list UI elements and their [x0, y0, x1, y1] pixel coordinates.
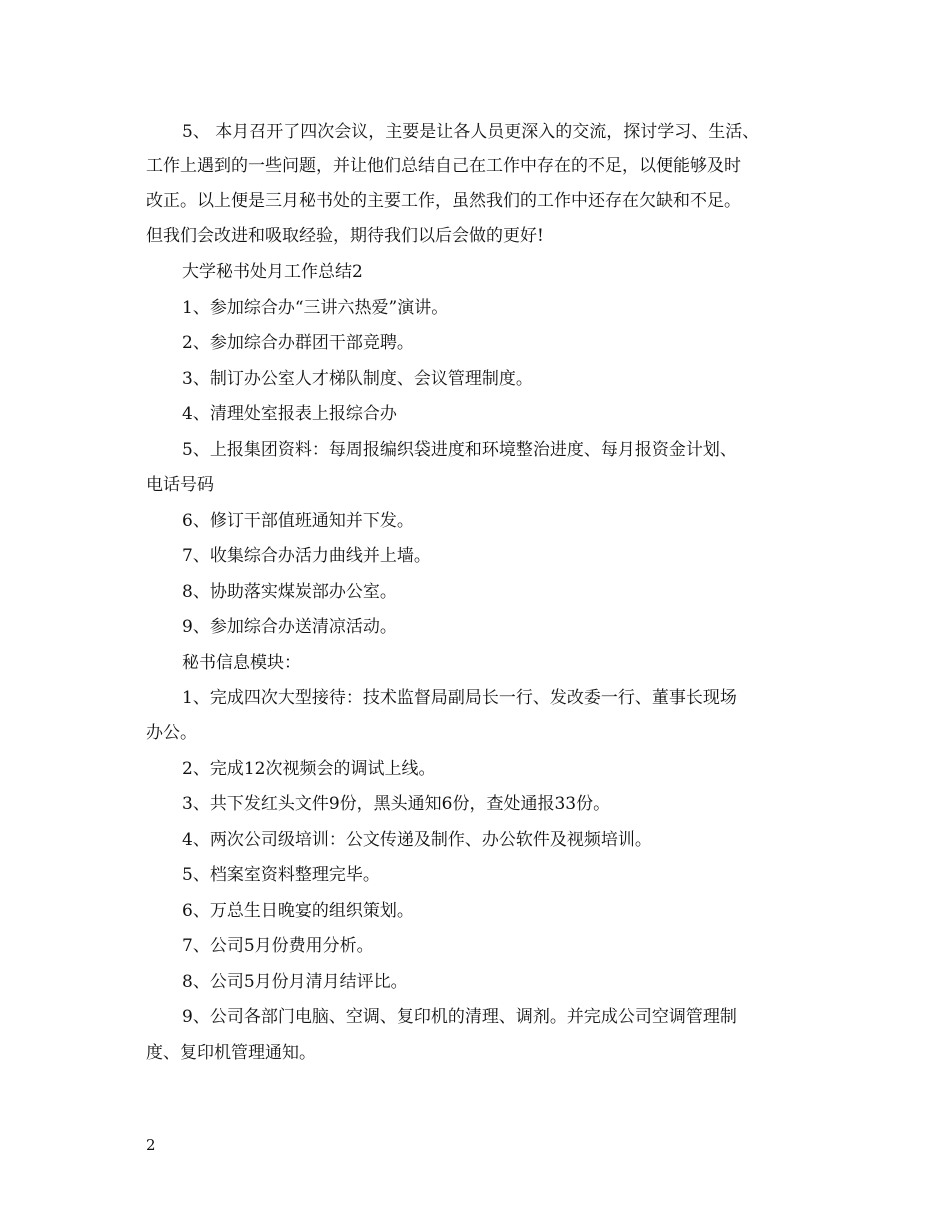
list-item: 6、万总生日晚宴的组织策划。	[182, 901, 414, 921]
list-item: 9、参加综合办送清凉活动。	[182, 617, 397, 637]
list-item: 2、参加综合办群团干部竞聘。	[182, 333, 414, 353]
list-item: 3、共下发红头文件9份，黑头通知6份，查处通报33份。	[182, 794, 611, 814]
page-number: 2	[146, 1136, 156, 1154]
list-item: 7、公司5月份费用分析。	[182, 936, 374, 956]
paragraph-line: 改正。以上便是三月秘书处的主要工作，虽然我们的工作中还存在欠缺和不足。	[146, 191, 741, 211]
paragraph-line: 但我们会改进和吸取经验，期待我们以后会做的更好!	[146, 226, 544, 246]
section-heading: 秘书信息模块：	[182, 653, 301, 673]
list-item-continuation: 度、复印机管理通知。	[146, 1043, 316, 1063]
paragraph-line: 工作上遇到的一些问题，并让他们总结自己在工作中存在的不足，以便能够及时	[146, 156, 741, 176]
list-item: 3、制订办公室人才梯队制度、会议管理制度。	[182, 369, 533, 389]
list-item: 2、完成12次视频会的调试上线。	[182, 759, 436, 779]
list-item: 1、完成四次大型接待：技术监督局副局长一行、发改委一行、董事长现场	[182, 688, 737, 708]
section-heading: 大学秘书处月工作总结2	[182, 262, 363, 282]
list-item: 5、档案室资料整理完毕。	[182, 865, 380, 885]
list-item-continuation: 办公。	[146, 723, 197, 743]
list-item: 6、修订干部值班通知并下发。	[182, 511, 414, 531]
list-item-continuation: 电话号码	[146, 475, 214, 495]
list-item: 9、公司各部门电脑、空调、复印机的清理、调剂。并完成公司空调管理制	[182, 1007, 737, 1027]
list-item: 8、公司5月份月清月结评比。	[182, 972, 408, 992]
list-item: 4、两次公司级培训：公文传递及制作、办公软件及视频培训。	[182, 830, 652, 850]
paragraph-line: 5、 本月召开了四次会议，主要是让各人员更深入的交流，探讨学习、生活、	[182, 122, 760, 142]
list-item: 5、上报集团资料：每周报编织袋进度和环境整治进度、每月报资金计划、	[182, 440, 737, 460]
list-item: 7、收集综合办活力曲线并上墙。	[182, 546, 431, 566]
list-item: 1、参加综合办“三讲六热爱”演讲。	[182, 298, 449, 318]
list-item: 4、清理处室报表上报综合办	[182, 404, 397, 424]
list-item: 8、协助落实煤炭部办公室。	[182, 582, 397, 602]
